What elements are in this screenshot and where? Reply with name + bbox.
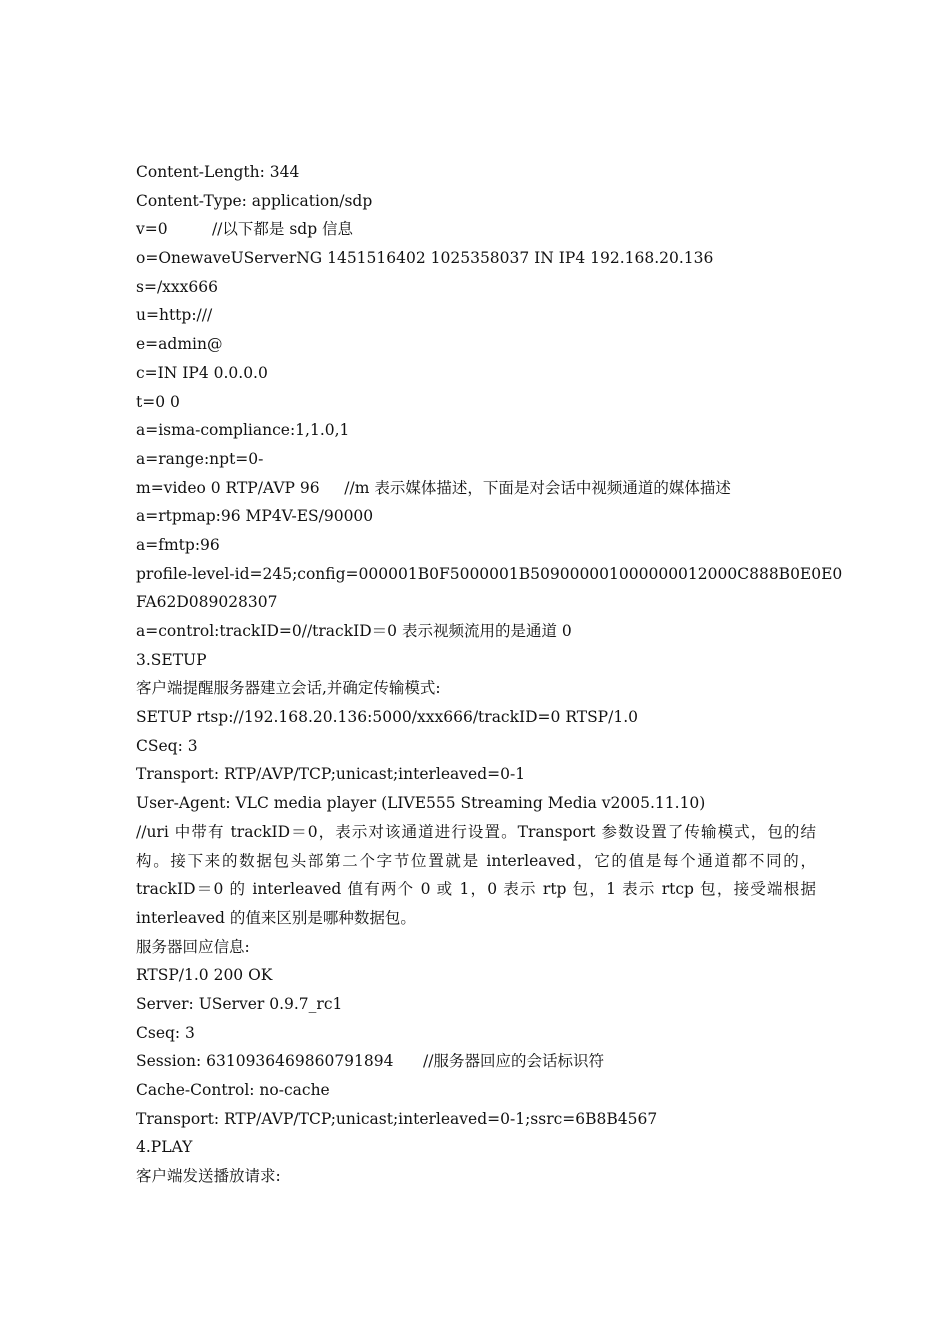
text-line: a=fmtp:96	[136, 535, 220, 554]
text-line: Session: 6310936469860791894 //服务器回应的会话标识符	[136, 1052, 604, 1071]
paragraph-line: //uri 中带有 trackID＝0，表示对该通道进行设置。Transport 参数设置了传输模式，包的结	[136, 822, 816, 841]
text-line: a=range:npt=0-	[136, 449, 264, 468]
section-heading: 3.SETUP	[136, 650, 207, 669]
text-line: RTSP/1.0 200 OK	[136, 966, 273, 985]
text-line: 客户端发送播放请求:	[136, 1167, 281, 1186]
text-line: Transport: RTP/AVP/TCP;unicast;interleaved=0-1	[136, 765, 526, 784]
document-body	[136, 158, 843, 1191]
text-line: a=rtpmap:96 MP4V-ES/90000	[136, 507, 374, 526]
text-line: c=IN IP4 0.0.0.0	[136, 363, 268, 382]
paragraph-line: trackID＝0 的 interleaved 值有两个 0 或 1，0 表示 rtp 包，1 表示 rtcp 包，接受端根据	[136, 880, 816, 899]
text-line: SETUP rtsp://192.168.20.136:5000/xxx666/trackID=0 RTSP/1.0	[136, 708, 638, 727]
paragraph-line: 构。接下来的数据包头部第二个字节位置就是 interleaved，它的值是每个通道都不同的，	[136, 851, 816, 870]
text-line: profile-level-id=245;config=000001B0F5000001B509000001000000012000C888B0E0E0	[136, 564, 843, 583]
text-line: a=isma-compliance:1,1.0,1	[136, 421, 350, 440]
text-line: FA62D089028307	[136, 593, 278, 612]
text-line: Cseq: 3	[136, 1023, 195, 1042]
text-line: CSeq: 3	[136, 736, 198, 755]
text-line: User-Agent: VLC media player (LIVE555 Streaming Media v2005.11.10)	[136, 794, 706, 813]
text-line: o=OnewaveUServerNG 1451516402 1025358037 IN IP4 192.168.20.136	[136, 249, 714, 268]
text-line: a=control:trackID=0//trackID＝0 表示视频流用的是通道 0	[136, 622, 572, 640]
paragraph-line: interleaved 的值来区别是哪种数据包。	[136, 908, 416, 927]
text-line: 客户端提醒服务器建立会话,并确定传输模式:	[136, 679, 441, 698]
text-line: Content-Length: 344	[136, 163, 300, 181]
text-line: v=0 //以下都是 sdp 信息	[136, 220, 354, 239]
text-line: s=/xxx666	[136, 277, 218, 296]
text-line: m=video 0 RTP/AVP 96 //m 表示媒体描述，下面是对会话中视频通道的媒体描述	[136, 478, 731, 497]
text-line: Server: UServer 0.9.7_rc1	[136, 994, 343, 1013]
text-line: Cache-Control: no-cache	[136, 1081, 330, 1099]
section-heading: 4.PLAY	[136, 1138, 193, 1157]
text-line: 服务器回应信息:	[136, 937, 250, 956]
text-line: e=admin@	[136, 335, 223, 354]
text-line: t=0 0	[136, 392, 180, 411]
text-line: Content-Type: application/sdp	[136, 191, 373, 210]
text-line: u=http:///	[136, 306, 213, 325]
text-line: Transport: RTP/AVP/TCP;unicast;interleaved=0-1;ssrc=6B8B4567	[136, 1109, 658, 1128]
